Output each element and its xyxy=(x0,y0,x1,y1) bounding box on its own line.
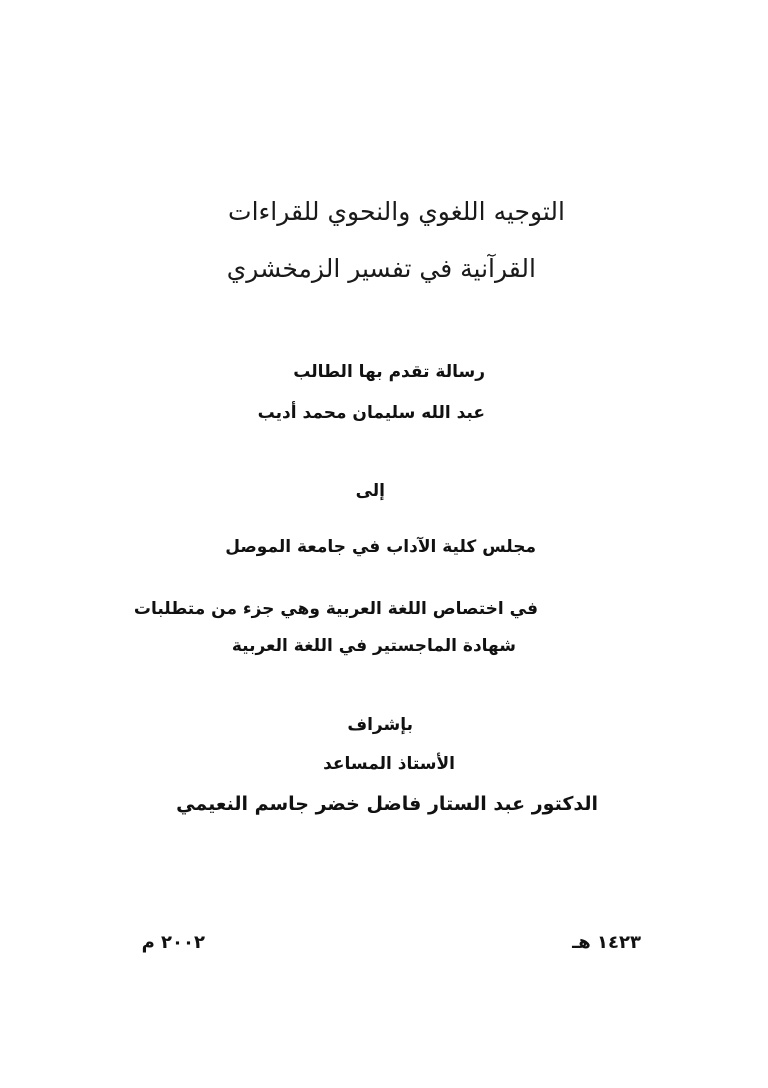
supervisor-rank: الأستاذ المساعد xyxy=(323,754,455,774)
college-council: مجلس كلية الآداب في جامعة الموصل xyxy=(225,537,536,557)
specialization-line-1: في اختصاص اللغة العربية وهي جزء من متطلبات xyxy=(133,599,538,619)
gregorian-year: ٢٠٠٢ م xyxy=(141,932,205,953)
thesis-title-line-1: التوجيه اللغوي والنحوي للقراءات xyxy=(228,197,565,226)
supervision-label: بإشراف xyxy=(347,715,413,735)
recipient-to: إلى xyxy=(355,481,385,501)
supervisor-name: الدكتور عبد الستار فاضل خضر جاسم النعيمي xyxy=(176,793,598,815)
submission-intro: رسالة تقدم بها الطالب xyxy=(293,362,485,382)
hijri-year: ١٤٢٣ هـ xyxy=(572,932,641,953)
student-name: عبد الله سليمان محمد أديب xyxy=(257,403,485,423)
thesis-title-line-2: القرآنية في تفسير الزمخشري xyxy=(226,254,536,283)
specialization-line-2: شهادة الماجستير في اللغة العربية xyxy=(231,636,516,656)
